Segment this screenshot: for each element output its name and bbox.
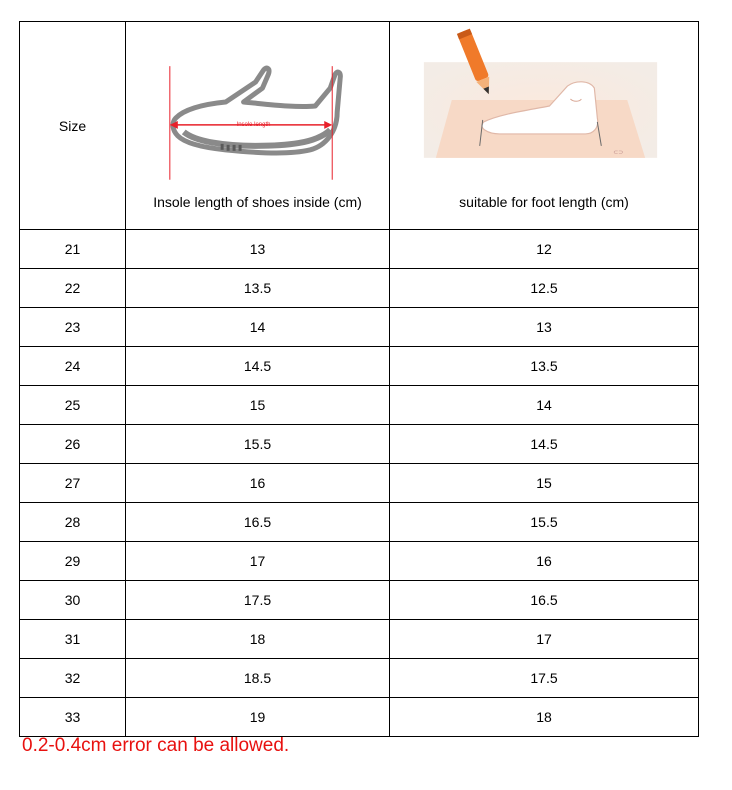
shoe-insole-diagram (126, 22, 389, 192)
size-cell: 26 (20, 425, 126, 464)
foot-length-cell: 15 (390, 464, 699, 503)
tolerance-note: 0.2-0.4cm error can be allowed. (22, 735, 290, 756)
foot-length-cell: 14 (390, 386, 699, 425)
foot-length-cell: 13.5 (390, 347, 699, 386)
foot-length-cell: 15.5 (390, 503, 699, 542)
size-cell: 24 (20, 347, 126, 386)
size-cell: 28 (20, 503, 126, 542)
insole-cell: 17.5 (126, 581, 390, 620)
size-cell: 21 (20, 230, 126, 269)
size-chart-table (19, 21, 699, 737)
insole-cell: 19 (126, 698, 390, 737)
insole-cell: 16 (126, 464, 390, 503)
table-row (20, 425, 699, 464)
foot-length-cell: 12 (390, 230, 699, 269)
foot-length-cell: 16 (390, 542, 699, 581)
size-cell: 23 (20, 308, 126, 347)
foot-length-cell: 12.5 (390, 269, 699, 308)
insole-cell: 13 (126, 230, 390, 269)
size-cell: 32 (20, 659, 126, 698)
table-row (20, 347, 699, 386)
foot-length-cell: 17.5 (390, 659, 699, 698)
insole-length-diagram-label: Insole length (236, 121, 271, 128)
insole-column-header (126, 22, 390, 230)
foot-length-cell: 16.5 (390, 581, 699, 620)
size-cell: 25 (20, 386, 126, 425)
table-row (20, 230, 699, 269)
size-cell: 22 (20, 269, 126, 308)
size-cell: 33 (20, 698, 126, 737)
table-row (20, 620, 699, 659)
foot-length-cell: 14.5 (390, 425, 699, 464)
table-row (20, 698, 699, 737)
watermark-mark: ⊂⊃ (613, 149, 624, 156)
insole-cell: 15.5 (126, 425, 390, 464)
foot-length-cell: 13 (390, 308, 699, 347)
foot-length-cell: 18 (390, 698, 699, 737)
table-row (20, 659, 699, 698)
foot-length-column-header (390, 22, 699, 230)
table-row (20, 386, 699, 425)
insole-cell: 18.5 (126, 659, 390, 698)
table-row (20, 581, 699, 620)
table-row (20, 542, 699, 581)
insole-cell: 16.5 (126, 503, 390, 542)
table-row (20, 464, 699, 503)
size-cell: 27 (20, 464, 126, 503)
size-column-header: Size (20, 22, 126, 230)
size-cell: 30 (20, 581, 126, 620)
size-cell: 31 (20, 620, 126, 659)
table-row (20, 308, 699, 347)
insole-cell: 15 (126, 386, 390, 425)
foot-length-cell: 17 (390, 620, 699, 659)
insole-cell: 14.5 (126, 347, 390, 386)
size-cell: 29 (20, 542, 126, 581)
table-row (20, 503, 699, 542)
table-header-row (20, 22, 699, 230)
insole-cell: 13.5 (126, 269, 390, 308)
foot-header-label: suitable for foot length (cm) (459, 194, 629, 210)
insole-cell: 14 (126, 308, 390, 347)
insole-cell: 17 (126, 542, 390, 581)
insole-header-label: Insole length of shoes inside (cm) (153, 194, 362, 210)
insole-cell: 18 (126, 620, 390, 659)
foot-measure-diagram (390, 22, 698, 192)
table-row (20, 269, 699, 308)
